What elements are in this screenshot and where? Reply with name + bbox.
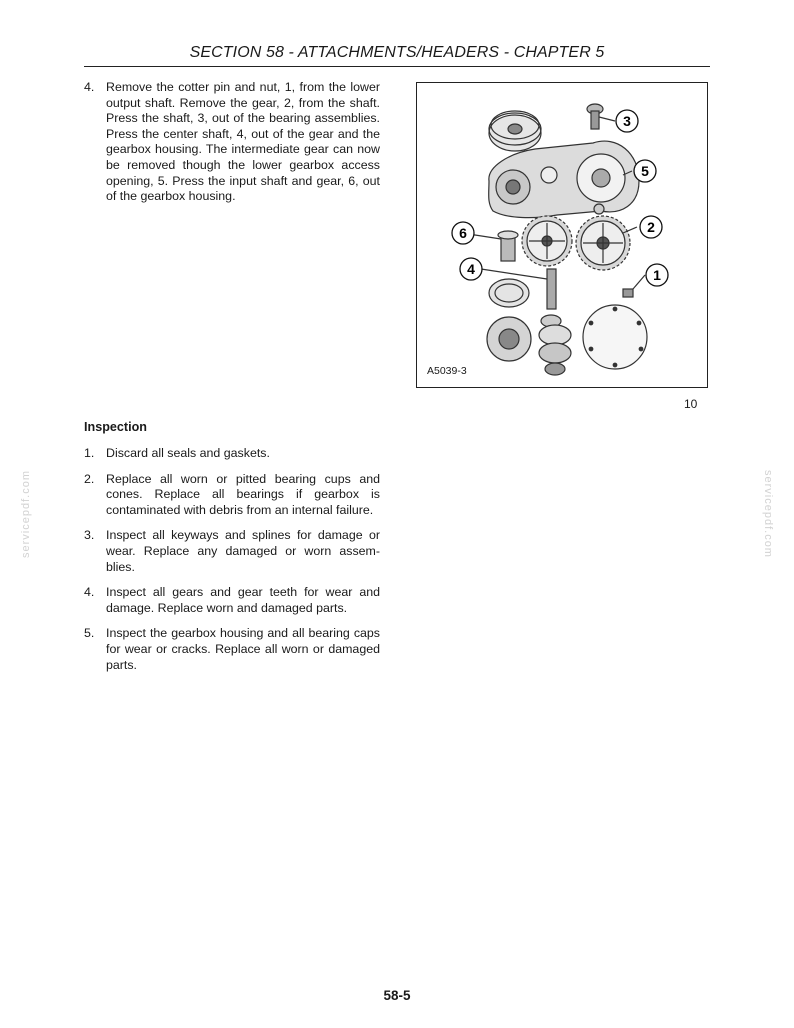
step-number: 1.: [84, 446, 95, 460]
figure-number: 10: [684, 397, 698, 411]
inspection-step: [84, 446, 380, 462]
step-number: 5.: [84, 626, 95, 641]
inspection-step: [84, 528, 380, 575]
step-text: Inspect the gearbox housing and all bearing caps for wear or cracks. Replace all worn or damaged parts.: [106, 626, 380, 672]
procedure-step-4: [84, 80, 380, 205]
step-number: 4.: [84, 585, 95, 600]
inspection-heading: Inspection: [84, 420, 147, 434]
figure-caption: A5039-3: [427, 365, 467, 377]
cotter-pin-1-drawing: [623, 289, 633, 297]
callout-5-label: 5: [641, 163, 649, 179]
callout-4-label: 4: [467, 261, 475, 277]
inspection-step: [84, 585, 380, 616]
step-text: Remove the cotter pin and nut, 1, from the lower output shaft. Remove the gear, 2, from the shaft. Press the shaft, 3, out of the bearing assemblies. Press the center shaft, 4, out of the gear and the gearbox housing. The intermediate gear can now be removed though the lower gearbox access opening, 5. Press the input shaft and gear, 6, out of the gearbox housing.: [106, 80, 380, 204]
callout-2-label: 2: [647, 219, 655, 235]
step-text: Replace all worn or pitted bearing cups and cones. Replace all bearings if gearbox is contaminated with debris from an internal failure.: [106, 471, 380, 517]
access-cover-plate-drawing: [583, 305, 647, 369]
callout-3-label: 3: [623, 113, 631, 129]
gearbox-illustration: [417, 83, 709, 389]
page-number: 58-5: [383, 988, 411, 1003]
header-rule: [84, 66, 710, 67]
step-text: Inspect all gears and gear teeth for wear and damage. Replace worn and damaged parts.: [106, 585, 380, 615]
inspection-section: [84, 420, 380, 683]
step-number: 3.: [84, 528, 95, 543]
callout-6-label: 6: [459, 225, 467, 241]
procedure-steps: [84, 80, 380, 215]
step-text: Discard all seals and gaskets.: [106, 446, 270, 460]
step-number: 4.: [84, 80, 95, 94]
gearbox-exploded-figure: [416, 82, 708, 388]
watermark-left: servicepdf.com: [20, 470, 32, 558]
section-header-title: SECTION 58 - ATTACHMENTS/HEADERS - CHAPTER 5: [189, 44, 605, 61]
step-text: Inspect all keyways and splines for damage or wear. Replace any damaged or worn assem-blies.: [106, 528, 380, 574]
inspection-step: [84, 626, 380, 673]
watermark-right: servicepdf.com: [762, 470, 774, 558]
inspection-step: [84, 472, 380, 519]
step-number: 2.: [84, 471, 95, 486]
callout-1-label: 1: [653, 267, 661, 283]
center-shaft-4-drawing: [547, 269, 556, 309]
